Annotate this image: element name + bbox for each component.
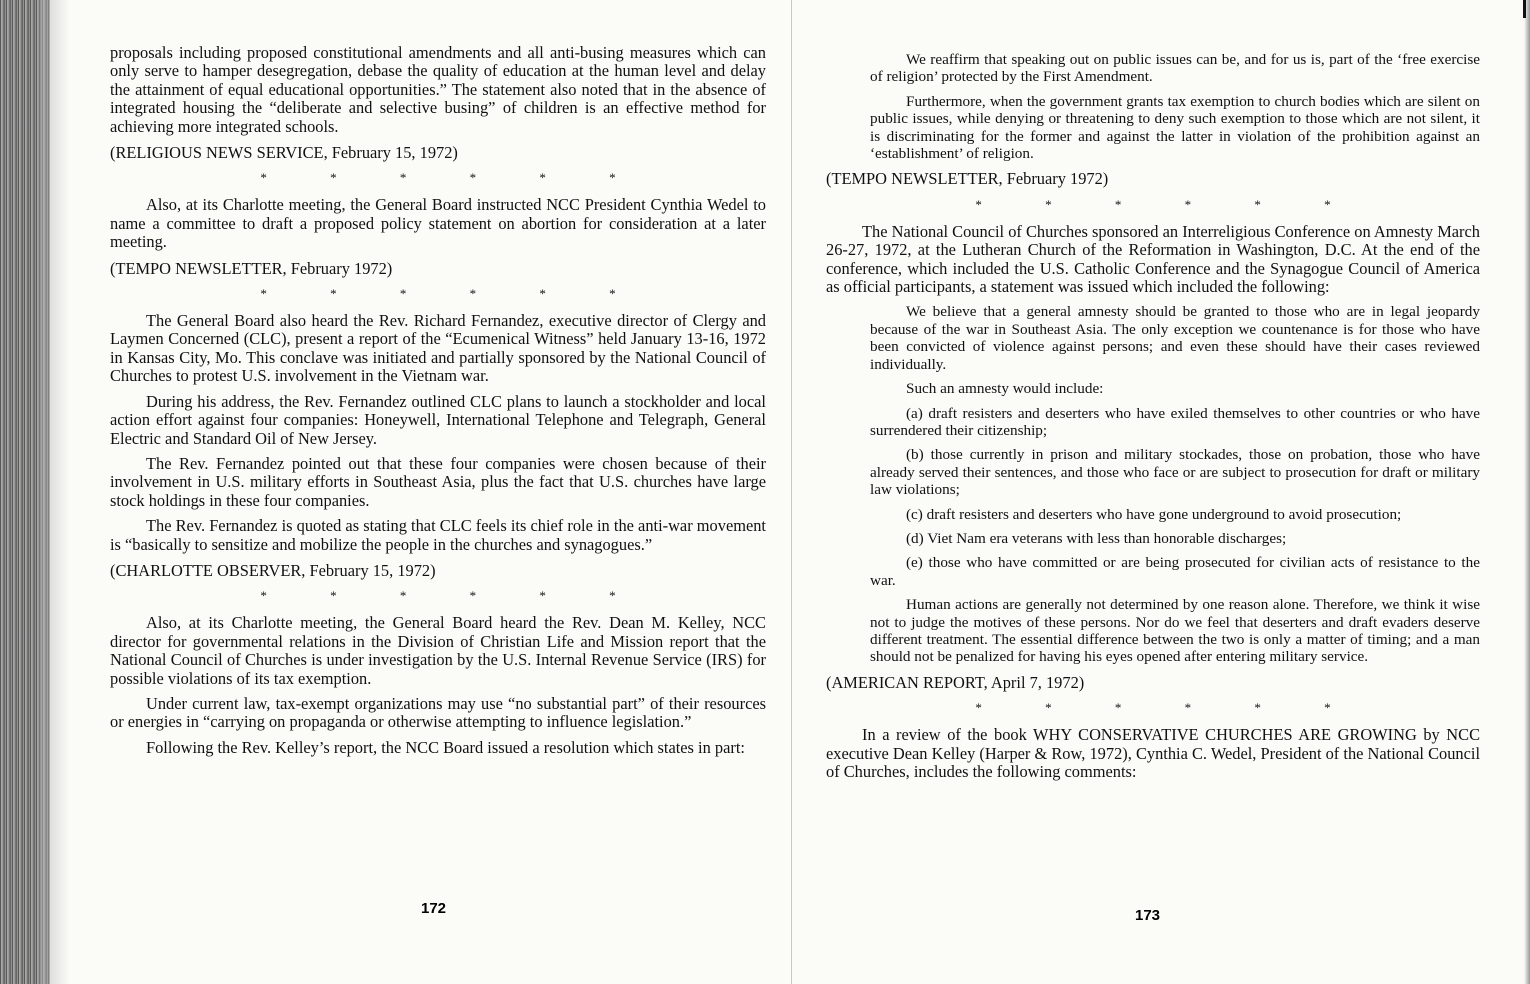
- source-citation: (TEMPO NEWSLETTER, February 1972): [826, 169, 1109, 189]
- block-quote-paragraph: We reaffirm that speaking out on public issues can be, and for us is, part of the ‘free exercise of religion’ protected by the First Amendment.: [870, 51, 1480, 86]
- source-citation: (TEMPO NEWSLETTER, February 1972): [110, 258, 393, 278]
- body-paragraph: The National Council of Churches sponsored an Interreligious Conference on Amnesty March 26-27, 1972, at the Lutheran Church of the Reformation in Washington, D.C. At the end of the conference, which included the U.S. Catholic Conference and the Synagogue Council of America as official participants, a statement was issued which included the following:: [826, 221, 1480, 297]
- left-page-number: 172: [421, 900, 447, 917]
- source-citation: (CHARLOTTE OBSERVER, February 15, 1972): [110, 560, 436, 580]
- block-quote-paragraph: We believe that a general amnesty should be granted to those who are in legal jeopardy because of the war in Southeast Asia. The only exception we countenance is for those who have been convicted of violence against persons; and even these should have their cases reviewed individually.: [870, 303, 1480, 373]
- binding-fade: [40, 0, 70, 984]
- block-quote-paragraph: (b) those currently in prison and military stockades, those on probation, those who have already served their sentences, and those who face or are subject to prosecution for draft or military law violations;: [870, 446, 1480, 499]
- block-quote-paragraph: Such an amnesty would include:: [906, 380, 1104, 398]
- body-paragraph: Under current law, tax-exempt organizations may use “no substantial part” of their resources or energies in “carrying on propaganda or otherwise attempting to influence legislation.”: [110, 693, 766, 732]
- source-citation: (RELIGIOUS NEWS SERVICE, February 15, 1972): [110, 143, 458, 163]
- body-paragraph: The General Board also heard the Rev. Richard Fernandez, executive director of Clergy and Laymen Concerned (CLC), present a report of the “Ecumenical Witness” held January 13-16, 1972 in Kansas City, Mo. This conclave was initiated and partially sponsored by the National Council of Churches to protest U.S. involvement in the Vietnam war.: [110, 311, 766, 386]
- body-paragraph: Also, at its Charlotte meeting, the General Board instructed NCC President Cynthia Wedel to name a committee to draft a proposed policy statement on abortion for consideration at a later meeting.: [110, 195, 766, 252]
- section-divider: * * * * * *: [260, 286, 646, 302]
- block-quote-paragraph: (e) those who have committed or are being prosecuted for civilian acts of resistance to the war.: [870, 554, 1480, 589]
- right-page: [826, 44, 1480, 781]
- section-divider: * * * * * *: [260, 170, 646, 186]
- section-divider: * * * * * *: [975, 196, 1361, 212]
- right-edge-shadow: [1524, 0, 1530, 984]
- body-paragraph: Following the Rev. Kelley’s report, the NCC Board issued a resolution which states in part:: [146, 737, 745, 757]
- body-paragraph: proposals including proposed constitutional amendments and all anti-busing measures which can only serve to hamper desegregation, debase the quality of education at the human level and delay the attainment of equal educational opportunities.” The statement also noted that in the absence of integrated housing the “deliberate and selective busing” of children is an effective method for achieving more integrated schools.: [110, 43, 766, 136]
- body-paragraph: During his address, the Rev. Fernandez outlined CLC plans to launch a stockholder and local action effort against four companies: Honeywell, International Telephone and Telegraph, General Electric and Standard Oil of New Jersey.: [110, 391, 766, 448]
- body-paragraph: The Rev. Fernandez is quoted as stating that CLC feels its chief role in the anti-war movement is “basically to sensitize and mobilize the people in the churches and synagogues.”: [110, 516, 766, 554]
- block-quote-paragraph: Furthermore, when the government grants tax exemption to church bodies which are silent on public issues, while denying or threatening to deny such exemption to those which are not silent, it is discriminating for the former and against the latter in violation of the prohibition against an ‘establishment’ of religion.: [870, 92, 1480, 163]
- block-quote-paragraph: (c) draft resisters and deserters who have gone underground to avoid prosecution;: [906, 505, 1402, 523]
- page-gutter: [791, 0, 792, 984]
- left-page: [110, 44, 766, 757]
- body-paragraph: The Rev. Fernandez pointed out that these four companies were chosen because of their involvement in U.S. military efforts in Southeast Asia, plus the fact that U.S. churches have large stock holdings in these four companies.: [110, 453, 766, 510]
- body-paragraph: In a review of the book WHY CONSERVATIVE CHURCHES ARE GROWING by NCC executive Dean Kelley (Harper & Row, 1972), Cynthia C. Wedel, President of the National Council of Churches, includes the following comments:: [826, 725, 1480, 781]
- right-page-number: 173: [1135, 907, 1161, 924]
- section-divider: * * * * * *: [975, 700, 1361, 716]
- source-citation: (AMERICAN REPORT, April 7, 1972): [826, 672, 1085, 692]
- block-quote-paragraph: Human actions are generally not determined by one reason alone. Therefore, we think it wise not to judge the motives of these persons. Nor do we feel that deserters and draft evaders deserve different treatment. The essential difference between the two is only a matter of timing; and a man should not be penalized for having his eyes opened after entering military service.: [870, 596, 1480, 666]
- corner-mark: [1523, 0, 1526, 18]
- block-quote-paragraph: (d) Viet Nam era veterans with less than honorable discharges;: [906, 529, 1287, 547]
- section-divider: * * * * * *: [260, 588, 646, 604]
- block-quote-paragraph: (a) draft resisters and deserters who have exiled themselves to other countries or who have surrendered their citizenship;: [870, 404, 1480, 439]
- body-paragraph: Also, at its Charlotte meeting, the General Board heard the Rev. Dean M. Kelley, NCC director for governmental relations in the Division of Christian Life and Mission report that the National Council of Churches is under investigation by the U.S. Internal Revenue Service (IRS) for possible violations of its tax exemption.: [110, 613, 766, 688]
